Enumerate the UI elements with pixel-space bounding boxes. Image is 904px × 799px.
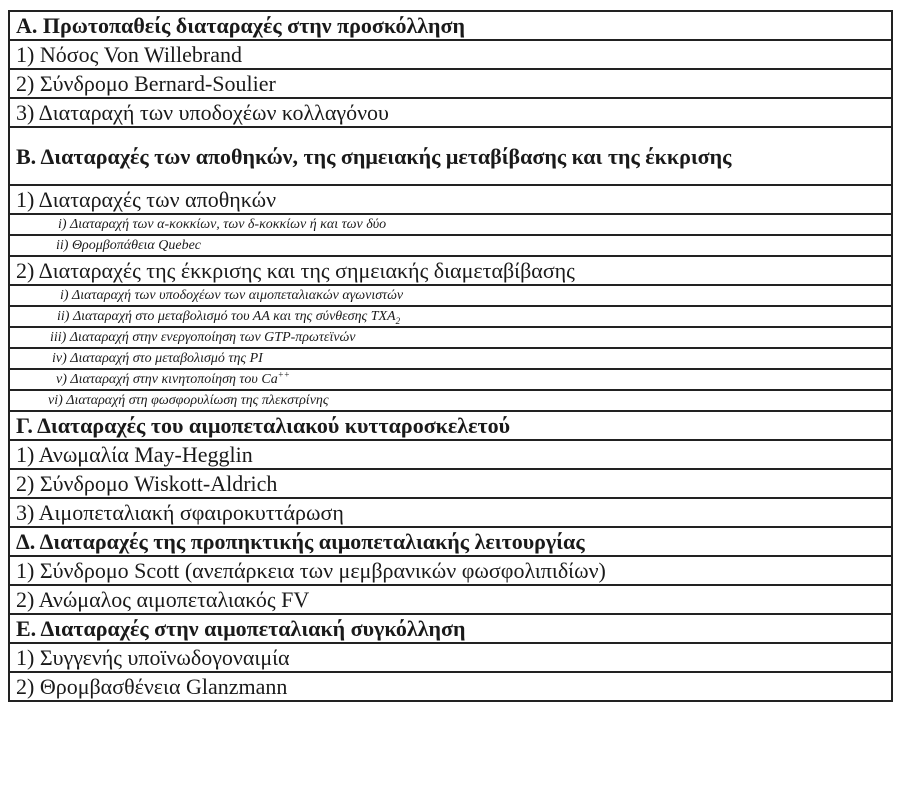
section-heading-b xyxy=(9,127,892,185)
cell-text: v) Διαταραχή στην κινητοποίηση του Ca xyxy=(56,372,278,387)
sub-list-item xyxy=(9,369,892,390)
list-item xyxy=(9,585,892,614)
table-cell: 2) Σύνδρομο Wiskott-Aldrich xyxy=(9,469,892,498)
section-heading-d xyxy=(9,527,892,556)
table-cell: 1) Νόσος Von Willebrand xyxy=(9,40,892,69)
sub-list-item xyxy=(9,214,892,235)
table-cell: 2) Διαταραχές της έκκρισης και της σημειακής διαμεταβίβασης xyxy=(9,256,892,285)
list-item xyxy=(9,256,892,285)
list-item xyxy=(9,98,892,127)
list-item xyxy=(9,672,892,701)
table-cell: i) Διαταραχή των υποδοχέων των αιμοπεταλιακών αγωνιστών xyxy=(9,285,892,306)
table-cell: 3) Αιμοπεταλιακή σφαιροκυττάρωση xyxy=(9,498,892,527)
table-cell: 2) Ανώμαλος αιμοπεταλιακός FV xyxy=(9,585,892,614)
sub-list-item xyxy=(9,348,892,369)
table-cell: Β. Διαταραχές των αποθηκών, της σημειακής μεταβίβασης και της έκκρισης xyxy=(9,127,892,185)
list-item xyxy=(9,69,892,98)
list-item xyxy=(9,440,892,469)
table-cell: i) Διαταραχή των α-κοκκίων, των δ-κοκκίων ή και των δύο xyxy=(9,214,892,235)
list-item xyxy=(9,40,892,69)
sub-list-item xyxy=(9,390,892,411)
sub-list-item xyxy=(9,235,892,256)
sub-list-item xyxy=(9,306,892,327)
table-cell: ii) Θρομβοπάθεια Quebec xyxy=(9,235,892,256)
platelet-disorders-table xyxy=(8,10,893,702)
list-item xyxy=(9,643,892,672)
table-cell: Δ. Διαταραχές της προπηκτικής αιμοπεταλιακής λειτουργίας xyxy=(9,527,892,556)
list-item xyxy=(9,469,892,498)
table-cell: 3) Διαταραχή των υποδοχέων κολλαγόνου xyxy=(9,98,892,127)
table-cell: Α. Πρωτοπαθείς διαταραχές στην προσκόλληση xyxy=(9,11,892,40)
list-item xyxy=(9,185,892,214)
table-cell: 2) Θρομβασθένεια Glanzmann xyxy=(9,672,892,701)
section-heading-e xyxy=(9,614,892,643)
table-cell: 1) Συγγενής υποϊνωδογοναιμία xyxy=(9,643,892,672)
table-cell xyxy=(9,306,892,327)
table-cell: vi) Διαταραχή στη φωσφορυλίωση της πλεκστρίνης xyxy=(9,390,892,411)
table-cell: 2) Σύνδρομο Bernard-Soulier xyxy=(9,69,892,98)
list-item xyxy=(9,556,892,585)
table-cell: iii) Διαταραχή στην ενεργοποίηση των GTP-πρωτεϊνών xyxy=(9,327,892,348)
section-heading-c xyxy=(9,411,892,440)
table-cell: 1) Σύνδρομο Scott (ανεπάρκεια των μεμβρανικών φωσφολιπιδίων) xyxy=(9,556,892,585)
section-heading-a xyxy=(9,11,892,40)
superscript: ++ xyxy=(277,369,290,380)
sub-list-item xyxy=(9,327,892,348)
table-cell xyxy=(9,369,892,390)
sub-list-item xyxy=(9,285,892,306)
subscript: 2 xyxy=(395,315,401,326)
table-cell: iv) Διαταραχή στο μεταβολισμό της PI xyxy=(9,348,892,369)
table-cell: Γ. Διαταραχές του αιμοπεταλιακού κυτταροσκελετού xyxy=(9,411,892,440)
table-cell: Ε. Διαταραχές στην αιμοπεταλιακή συγκόλληση xyxy=(9,614,892,643)
cell-text: ii) Διαταραχή στο μεταβολισμό του ΑΑ και της σύνθεσης ΤΧΑ xyxy=(57,309,396,324)
table-cell: 1) Διαταραχές των αποθηκών xyxy=(9,185,892,214)
table-cell: 1) Ανωμαλία May-Hegglin xyxy=(9,440,892,469)
list-item xyxy=(9,498,892,527)
